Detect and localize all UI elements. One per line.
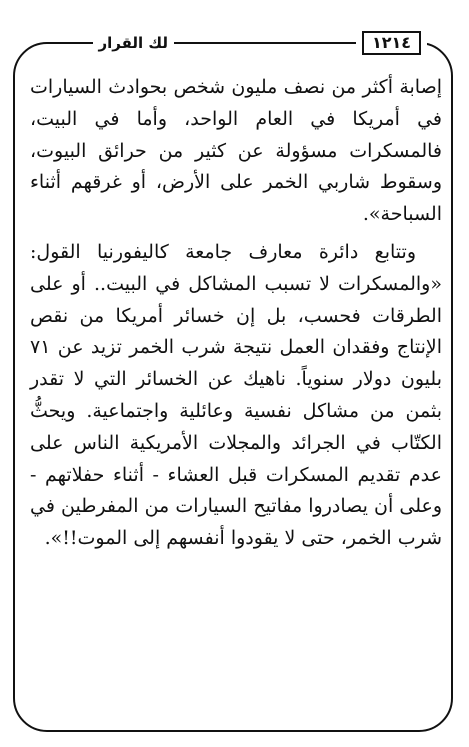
- paragraph: إصابة أكثر من نصف مليون شخص بحوادث السيارات في أمريكا في العام الواحد، وأما في البيت، فالمسكرات مسؤولة عن كثير من حرائق البيوت، وسقوط شاربي الخمر على الأرض، أو غرقهم أثناء السباحة».: [30, 76, 442, 226]
- body-text: [30, 72, 442, 555]
- page-number-text: ١٢١٤: [362, 31, 421, 55]
- book-title-text: لك القرار: [98, 34, 168, 52]
- book-title: [93, 30, 175, 56]
- page-number: [356, 30, 427, 56]
- paragraph: وتتابع دائرة معارف جامعة كاليفورنيا القول: «والمسكرات لا تسبب المشاكل في البيت.. أو على الطرقات فحسب، بل إن خسائر أمريكا من نقص الإنتاج وفقدان العمل نتيجة شرب الخمر تزيد عن ٧١ بليون دولار سنوياً. ناهيك عن الخسائر التي لا تقدر بثمن من مشاكل نفسية وعائلية واجتماعية. ويحثُّ الكتّاب في الجرائد والمجلات الأمريكية الناس على عدم تقديم المسكرات قبل العشاء - أثناء حفلاتهم - وعلى أن يصادروا مفاتيح السيارات من المفرطين في شرب الخمر، حتى لا يقودوا أنفسهم إلى الموت!!».: [30, 240, 442, 550]
